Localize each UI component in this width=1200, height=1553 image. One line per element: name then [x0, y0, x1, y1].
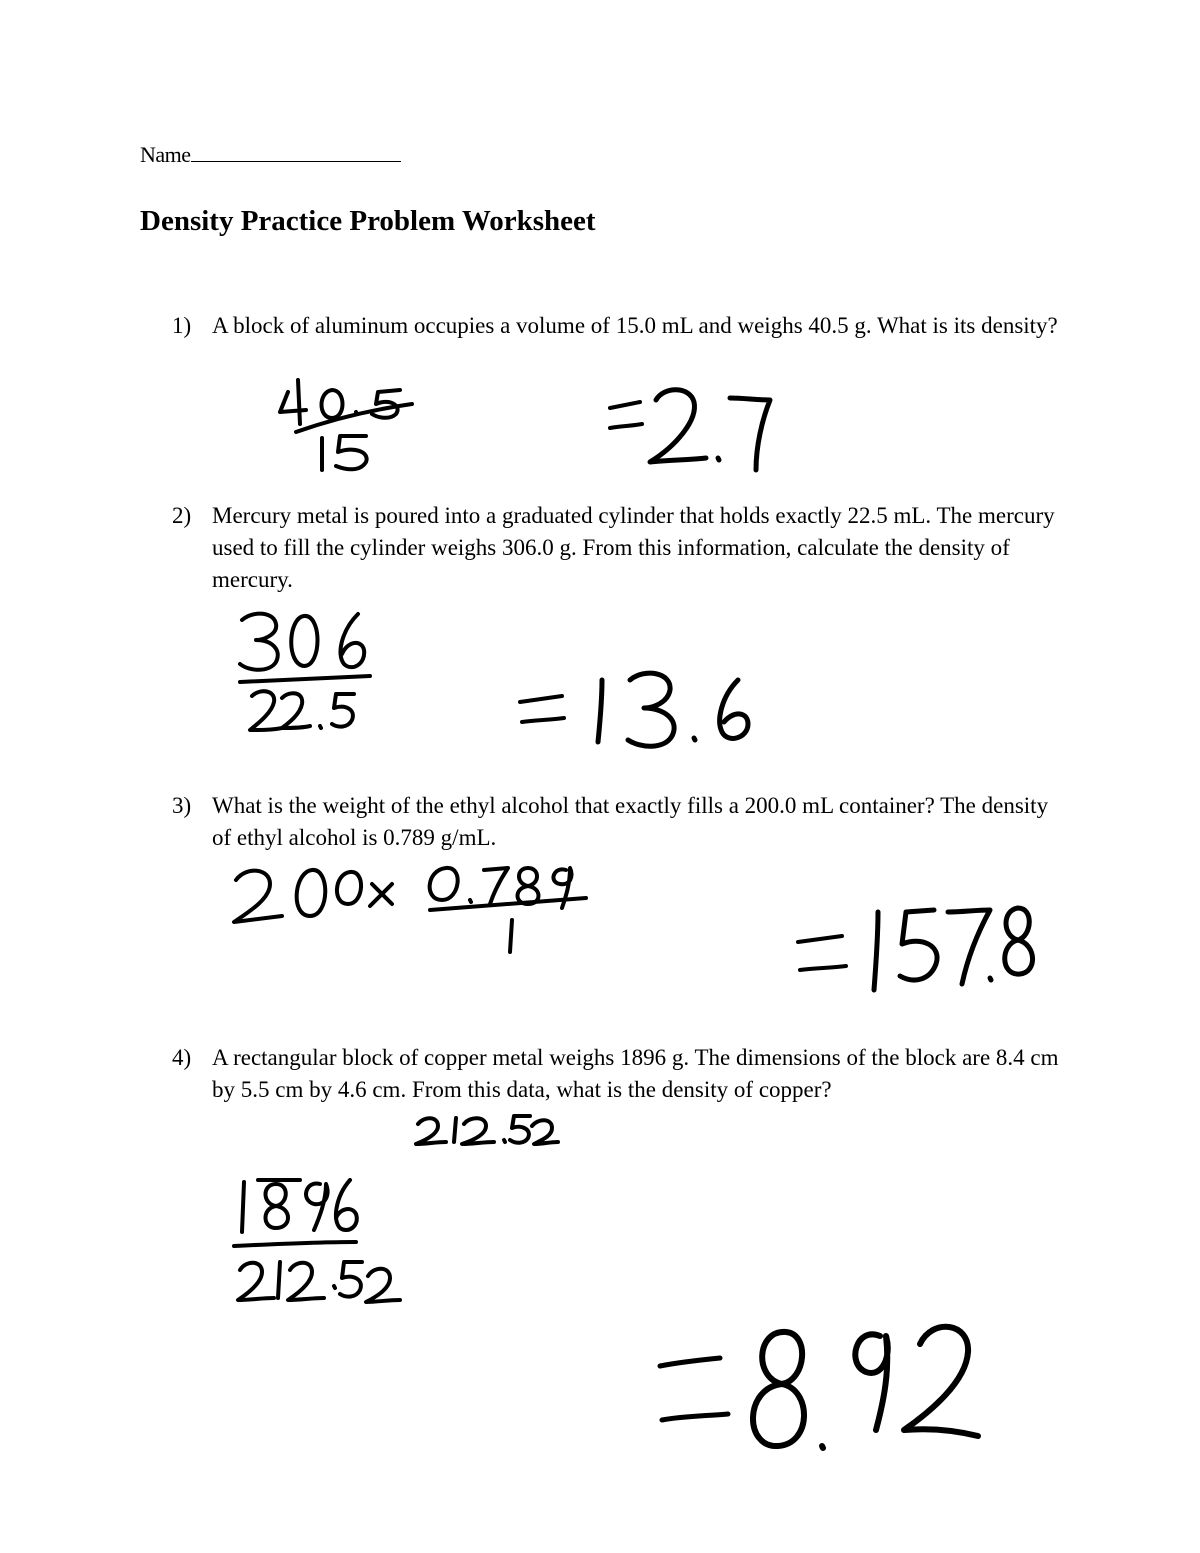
- question-number: 4): [172, 1045, 192, 1070]
- q1-handwritten-work: [280, 380, 770, 470]
- q4-volume-handwritten: [416, 1116, 558, 1144]
- question-text: Mercury metal is poured into a graduated cylinder that holds exactly 22.5 mL. The mercury used to fill the cylinder weighs 306.0 g. From this information, calculate the density of mercury.: [212, 503, 1055, 592]
- question-number: 2): [172, 503, 192, 528]
- question-text: What is the weight of the ethyl alcohol that exactly fills a 200.0 mL container? The density of ethyl alcohol is 0.789 g/mL.: [212, 793, 1049, 850]
- question-number: 3): [172, 793, 192, 818]
- q2-handwritten-work: [240, 614, 748, 747]
- question-text: A block of aluminum occupies a volume of 15.0 mL and weighs 40.5 g. What is its density?: [212, 313, 1058, 338]
- question-number: 1): [172, 313, 192, 338]
- q3-handwritten-work: [234, 868, 1033, 990]
- name-label: Name: [140, 142, 191, 167]
- question-text: A rectangular block of copper metal weighs 1896 g. The dimensions of the block are 8.4 cm by 5.5 cm by 4.6 cm. From this data, what is the density of copper?: [212, 1045, 1059, 1102]
- worksheet-title: Density Practice Problem Worksheet: [140, 205, 596, 237]
- q4-handwritten-work: [234, 1180, 978, 1448]
